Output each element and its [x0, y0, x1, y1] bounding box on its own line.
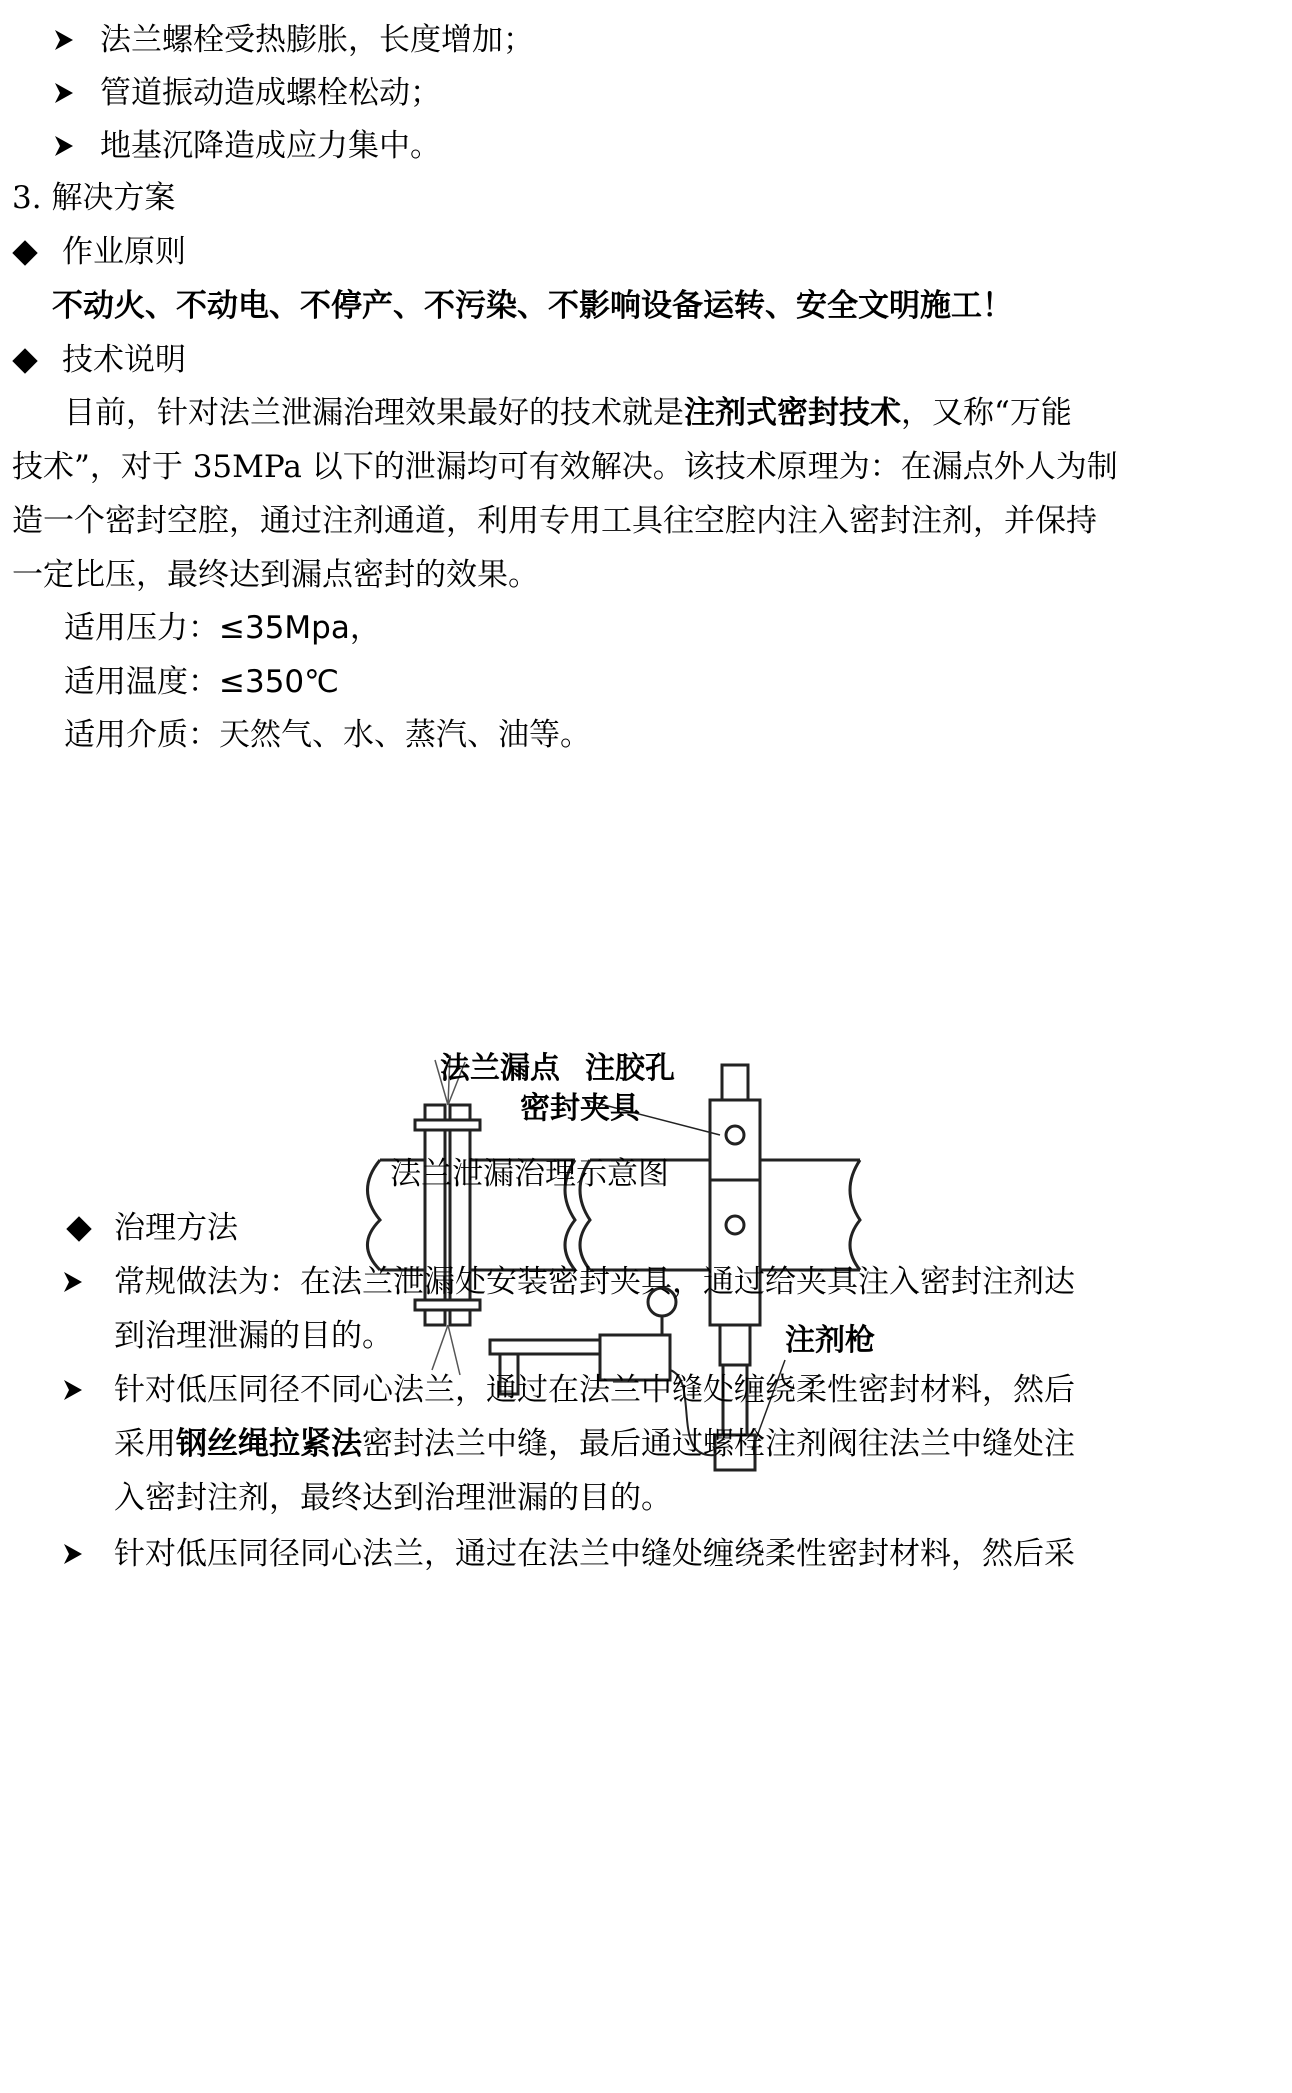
- temperature-spec: [64, 662, 339, 702]
- arrow-bullet-icon: [55, 83, 73, 103]
- label-injection-hole: 注胶孔: [585, 1051, 675, 1086]
- text-span: ，又称“万能: [901, 395, 1072, 431]
- label-injection-gun: 注剂枪: [785, 1323, 875, 1358]
- pressure-spec: [64, 608, 381, 648]
- arrow-bullet-icon: [64, 1272, 82, 1292]
- figure-caption: 法兰泄漏治理示意图: [390, 1156, 669, 1192]
- tech-paragraph-line: [64, 393, 1072, 433]
- cause-item: 管道振动造成螺栓松动；: [100, 75, 441, 111]
- method-line: 针对低压同径不同心法兰，通过在法兰中缝处缠绕柔性密封材料，然后: [114, 1372, 1075, 1408]
- tech-paragraph-line: 技术”，对于 35MPa 以下的泄漏均可有效解决。该技术原理为：在漏点外人为制: [12, 449, 1118, 485]
- label-flange-leak: 法兰漏点: [440, 1051, 560, 1086]
- method-line: 常规做法为：在法兰泄漏处安装密封夹具，通过给夹具注入密封注剂达: [114, 1264, 1075, 1300]
- method-line: [114, 1424, 1075, 1464]
- tech-paragraph-line: 一定比压，最终达到漏点密封的效果。: [12, 557, 539, 593]
- arrow-bullet-icon: [55, 136, 73, 156]
- highlight-text: 注剂式密封技术: [684, 395, 901, 431]
- arrow-bullet-icon: [64, 1544, 82, 1564]
- diamond-bullet-icon: [12, 240, 37, 265]
- method-line: 针对低压同径同心法兰，通过在法兰中缝处缠绕柔性密封材料，然后采: [114, 1536, 1075, 1572]
- diamond-bullet-icon: [66, 1216, 91, 1241]
- medium-spec: 适用介质：天然气、水、蒸汽、油等。: [64, 717, 591, 753]
- text-span: 目前，针对法兰泄漏治理效果最好的技术就是: [64, 395, 684, 431]
- tech-title: 技术说明: [62, 342, 186, 378]
- diamond-bullet-icon: [12, 348, 37, 373]
- cause-item: 法兰螺栓受热膨胀，长度增加；: [100, 22, 534, 58]
- cause-item: 地基沉降造成应力集中。: [100, 128, 441, 164]
- section-title: 解决方案: [51, 180, 176, 216]
- section-number: 3.: [12, 180, 42, 216]
- arrow-bullet-icon: [64, 1380, 82, 1400]
- label-sealing-clamp: 密封夹具: [520, 1091, 640, 1126]
- principle-text: 不动火、不动电、不停产、不污染、不影响设备运转、安全文明施工！: [52, 288, 1013, 324]
- arrow-bullet-icon: [55, 30, 73, 50]
- method-line: 到治理泄漏的目的。: [114, 1318, 393, 1354]
- text-span: 采用: [114, 1426, 176, 1462]
- spec-value: ≤350℃: [219, 664, 339, 700]
- spec-label: 适用压力：: [64, 610, 219, 646]
- spec-label: 适用温度：: [64, 664, 219, 700]
- tech-paragraph-line: 造一个密封空腔，通过注剂通道，利用专用工具往空腔内注入密封注剂，并保持: [12, 503, 1097, 539]
- section-heading: [12, 178, 175, 218]
- methods-title: 治理方法: [114, 1210, 238, 1246]
- sealing-clamp: [710, 1065, 760, 1365]
- method-line: 入密封注剂，最终达到治理泄漏的目的。: [114, 1480, 672, 1516]
- principle-title: 作业原则: [62, 234, 186, 270]
- text-span: 密封法兰中缝，最后通过螺栓注剂阀往法兰中缝处注: [362, 1426, 1075, 1462]
- spec-value: ≤35Mpa，: [219, 610, 381, 646]
- highlight-text: 钢丝绳拉紧法: [176, 1426, 362, 1462]
